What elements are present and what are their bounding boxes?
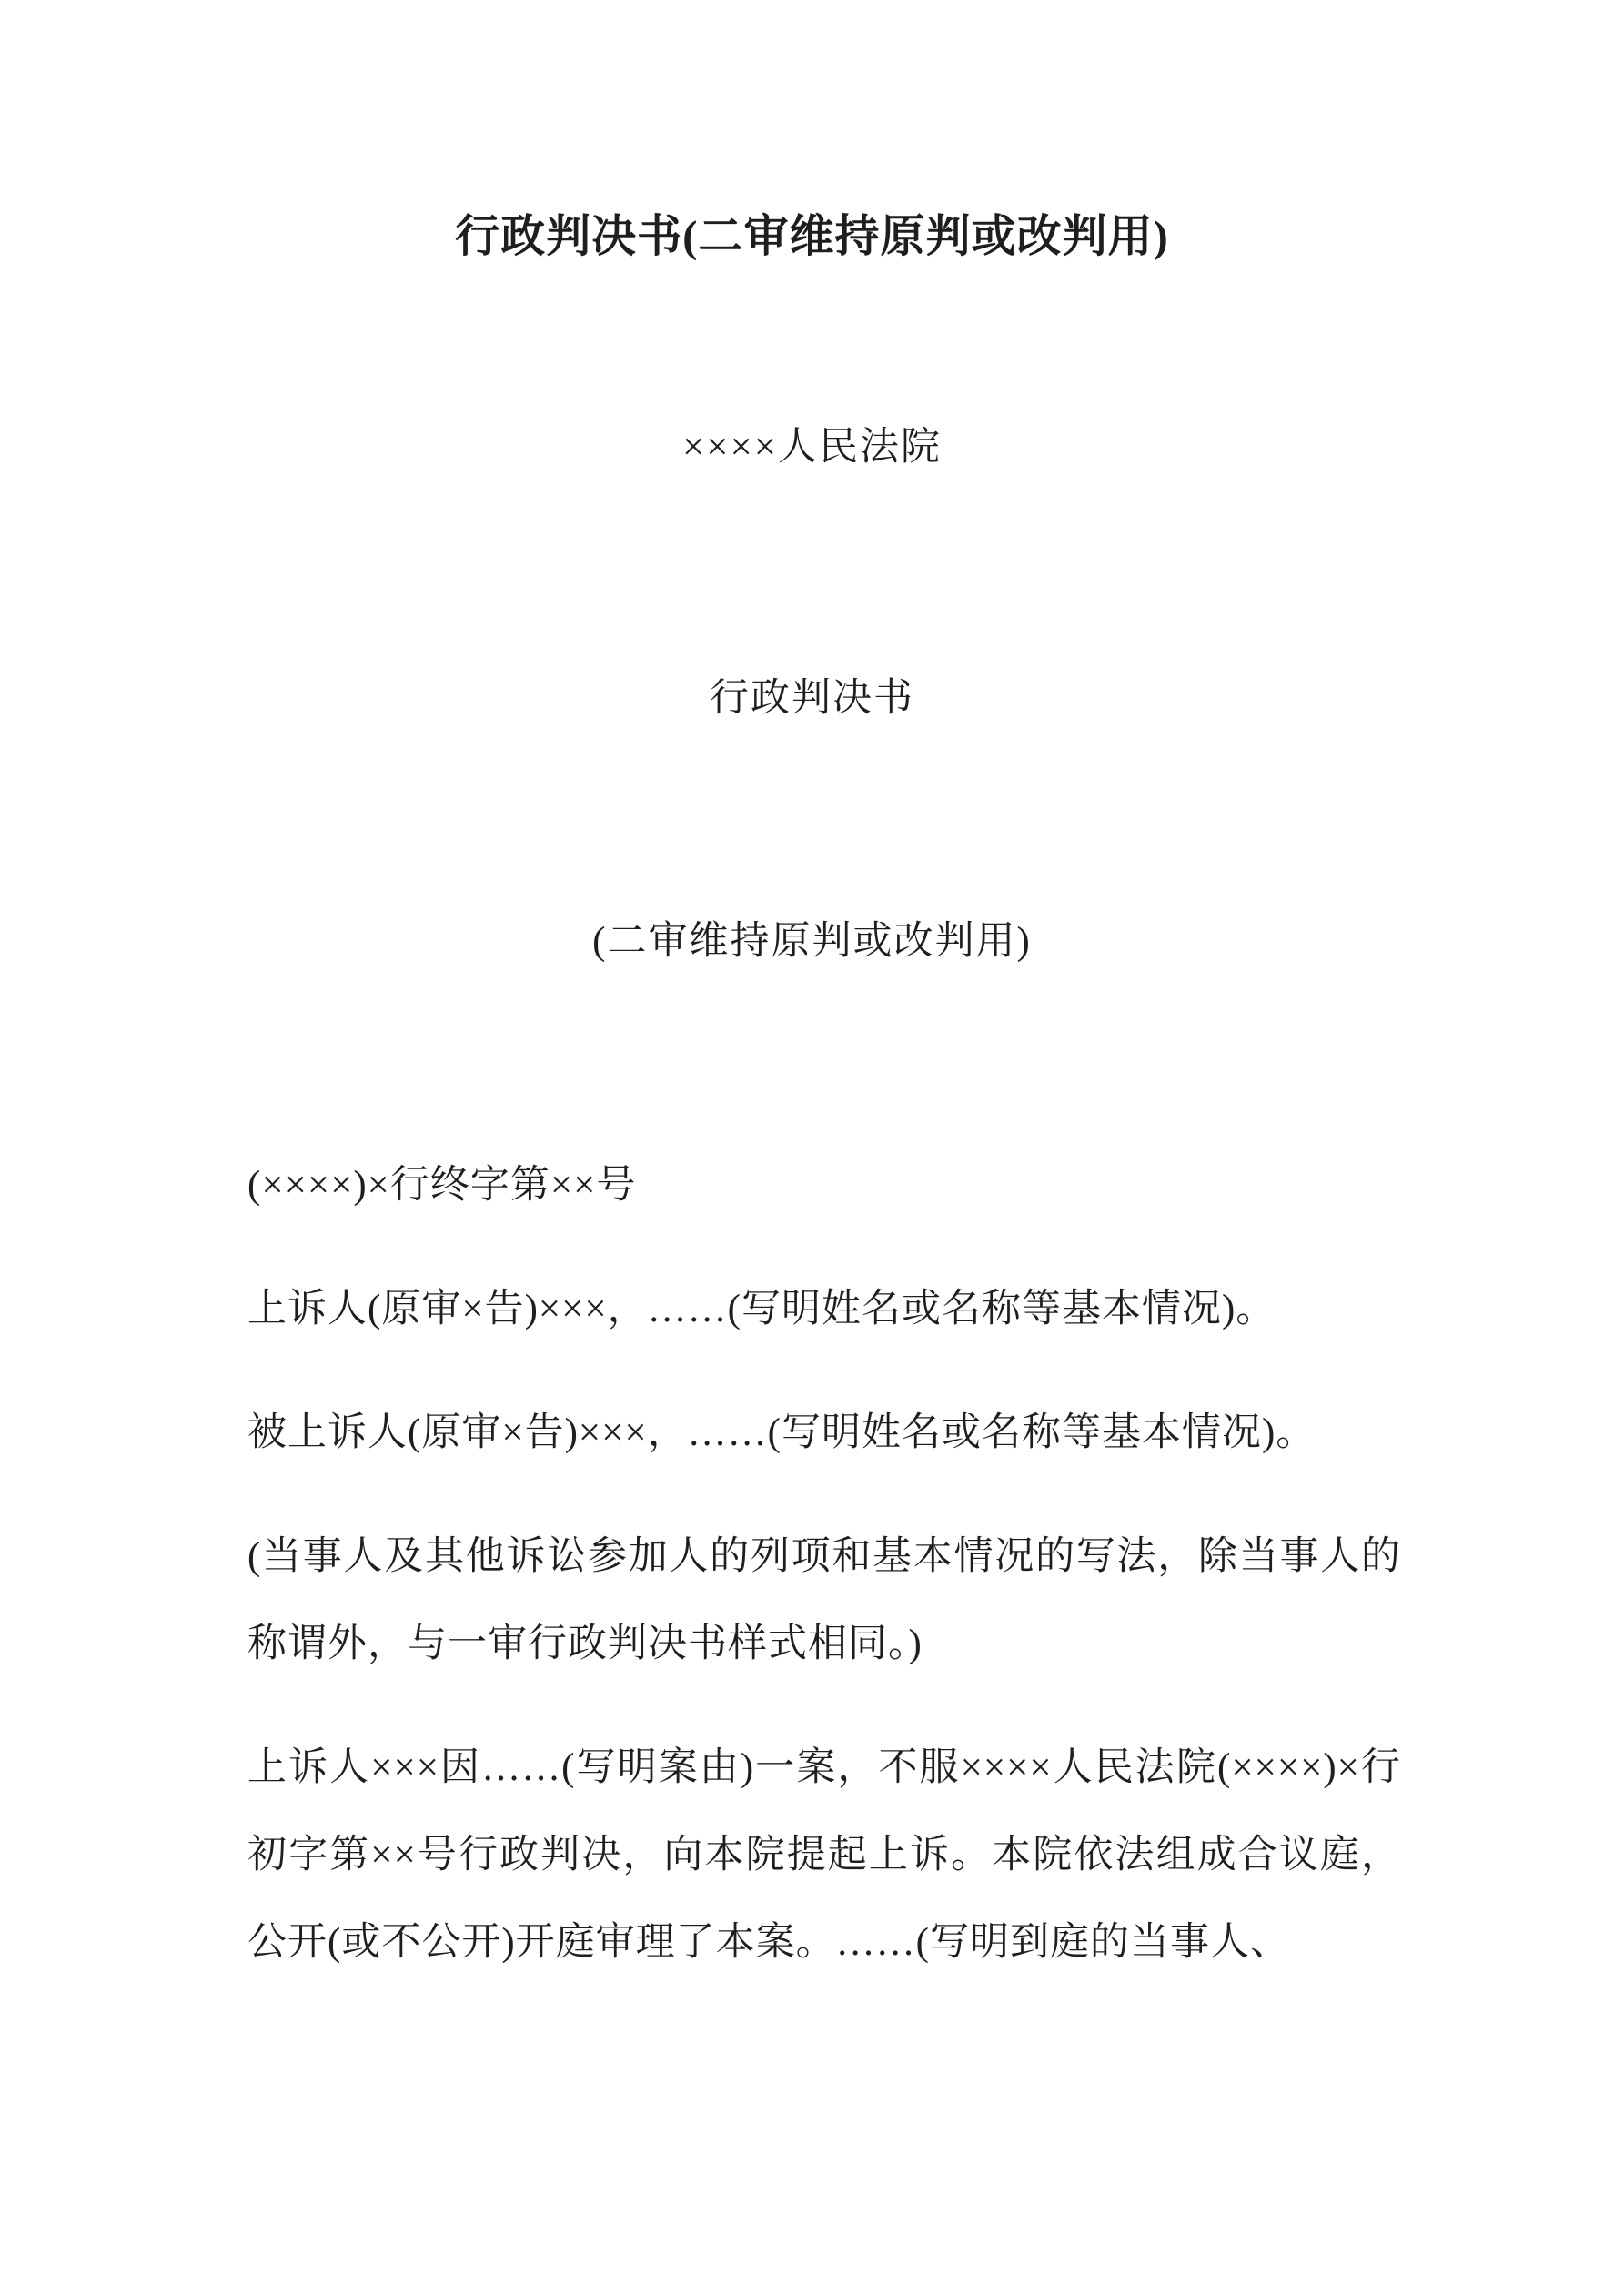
court-name-line: ××××人民法院: [681, 426, 942, 469]
document-title: 行政判决书(二审维持原判或改判用): [455, 211, 1169, 261]
usage-note-line: (二审维持原判或改判用): [592, 920, 1032, 963]
doc-type-line: 行政判决书: [710, 677, 914, 720]
appellee-paragraph: 被上诉人(原审×告)×××，……(写明姓名或名称等基本情况)。: [247, 1411, 1316, 1454]
appellant-paragraph: 上诉人(原审×告)×××，……(写明姓名或名称等基本情况)。: [247, 1288, 1276, 1330]
case-number-line: (××××)×行终字第××号: [247, 1164, 637, 1207]
case-intro-paragraph: 上诉人×××因……(写明案由)一案，不服××××人民法院(××××)×行初字第××号行政判决，向本院提起上诉。本院依法组成合议庭，公开(或不公开)开庭审理了本案。……(写明到庭的当事人、: [247, 1746, 1401, 1964]
document-body: [247, 1142, 1401, 1987]
parties-note-paragraph: (当事人及其他诉讼参加人的列项和基本情况的写法，除当事人的称谓外，与一审行政判决书样式相同。): [247, 1535, 1401, 1665]
